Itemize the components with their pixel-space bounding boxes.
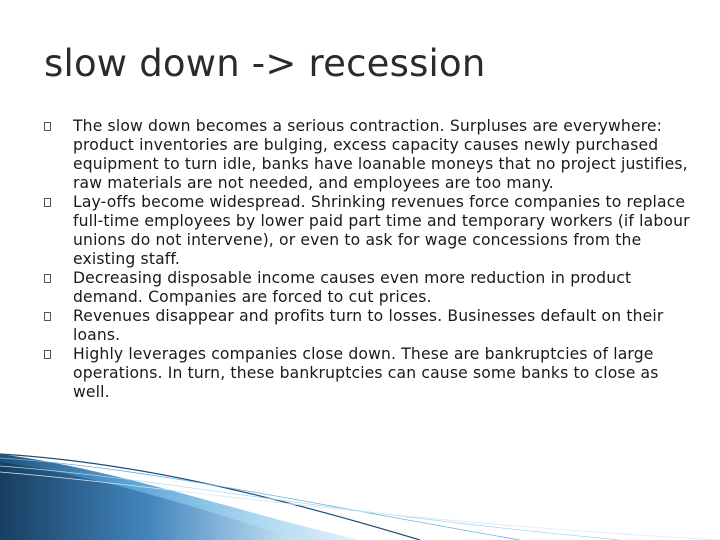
bullet-text: The slow down becomes a serious contraction. Surpluses are everywhere: product inventories are bulging, excess capacity causes newly purchased equipment to turn idle, banks have loanable moneys that no project justifies, raw materials are not needed, and employees are too many. xyxy=(73,117,688,192)
bullet-text: Decreasing disposable income causes even more reduction in product demand. Companies are forced to cut prices. xyxy=(73,269,632,306)
bullet-item xyxy=(44,117,694,193)
square-bullet-icon xyxy=(44,345,73,364)
bullet-list xyxy=(44,117,694,402)
bullet-text: Highly leverages companies close down. These are bankruptcies of large operations. In turn, these bankruptcies can cause some banks to close as well. xyxy=(73,345,659,401)
bullet-item xyxy=(44,269,694,307)
bullet-text: Revenues disappear and profits turn to losses. Businesses default on their loans. xyxy=(73,307,664,344)
square-bullet-icon xyxy=(44,117,73,136)
bullet-item xyxy=(44,345,694,402)
bullet-item xyxy=(44,193,694,269)
bullet-item xyxy=(44,307,694,345)
slide-title: slow down -> recession xyxy=(44,42,486,85)
square-bullet-icon xyxy=(44,307,73,326)
decorative-wave xyxy=(0,440,720,540)
square-bullet-icon xyxy=(44,193,73,212)
bullet-text: Lay-offs become widespread. Shrinking revenues force companies to replace full-time employees by lower paid part time and temporary workers (if labour unions do not intervene), or even to ask for wage concessions from the existing staff. xyxy=(73,193,690,268)
square-bullet-icon xyxy=(44,269,73,288)
